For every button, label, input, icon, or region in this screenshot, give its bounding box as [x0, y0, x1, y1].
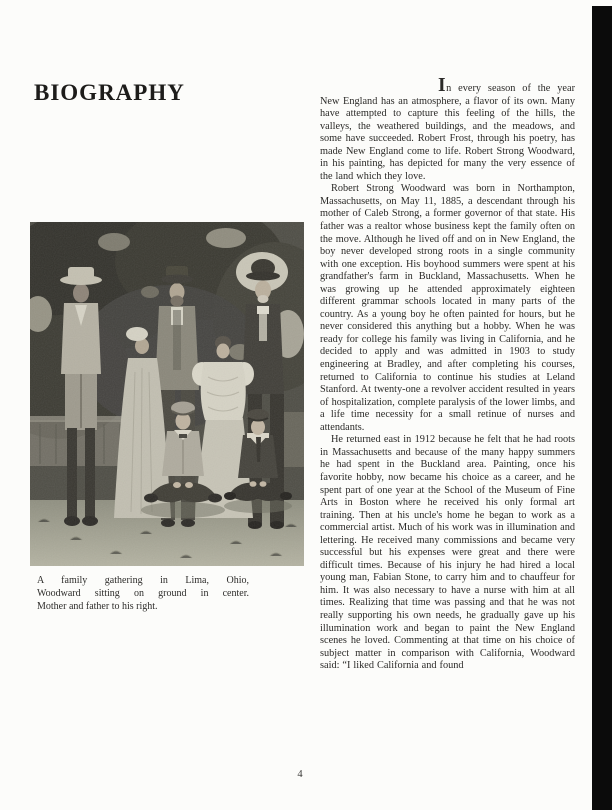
drop-cap-initial: I	[438, 75, 447, 96]
paragraph-1-text: n every season of the year New England has an atmosphere, a flavor of its own. Many have attempted to capture this feeling of the hills, the valleys, the weathered buildings, and the meadows, and some have succeeded. Robert Frost, through his poetry, has made New England come to life. Robert Strong Woodward, in his painting, has depicted for many the very essence of the land which they love.	[320, 83, 575, 182]
paragraph-1	[320, 75, 575, 183]
page-title: BIOGRAPHY	[34, 80, 185, 105]
family-photo-figure	[30, 222, 304, 614]
family-photo	[30, 222, 304, 566]
scan-edge-bar	[592, 6, 612, 810]
photo-caption	[37, 574, 249, 614]
caption-line-1: A family gathering in Lima, Ohio,	[37, 575, 249, 586]
caption-line-2: Woodward sitting on ground in center.	[37, 588, 249, 600]
caption-line-3: Mother and father to his right.	[37, 601, 158, 613]
body-text-column	[320, 75, 575, 673]
page-number: 4	[297, 769, 303, 780]
paragraph-3: He returned east in 1912 because he felt that he had roots in Massachusetts and because of the many happy summers he had spent in the Buckland area. Painting, once his favorite hobby, now became his choice as a career, and he spent part of one year at the School of the Museum of Fine Arts in Boston where he received his only formal art training. Then at his uncle's home he began to work as a commercial artist. Much of his work was in illumination and lettering. He received many commissions and became very successful but his expenses were great and there were difficult times. Because of his injury he had hired a local young man, Fabian Stone, to carry him and to chauffeur for him. It was also necessary to have a nurse with him at all times. Realizing that time was passing and that he was not really supporting his own needs, he gradually gave up his illumination work and began to paint the New England scenes he loved. Commenting at that time on his choice of subject matter in comparison with California, Woodward said: “I liked California and found	[320, 434, 575, 672]
paragraph-2: Robert Strong Woodward was born in Northampton, Massachusetts, on May 11, 1885, a descendant through his mother of Caleb Strong, a former governor of that state. His father was a realtor whose business kept the family often on the move. Although he lived off and on in New England, the boy never developed strong roots in a single community with one exception. His boyhood summers were spent at his grandfather's farm in Buckland, Massachusetts. When he was growing up he attended approximately eighteen different grammar schools located in many parts of the country. As a young boy he often painted for hours, but he never considered this anything but a hobby. When he was ready for college his family was living in California, and he decided to apply and was admitted in 1903 to study engineering at Bradley, and after completing his courses, returned to California to continue his studies at Leland Stanford. At twenty-one a revolver accident resulted in years of hospitalization, complete paralysis of the lower limbs, and a life time necessity for a small retinue of nurses and attendants.	[320, 183, 575, 433]
